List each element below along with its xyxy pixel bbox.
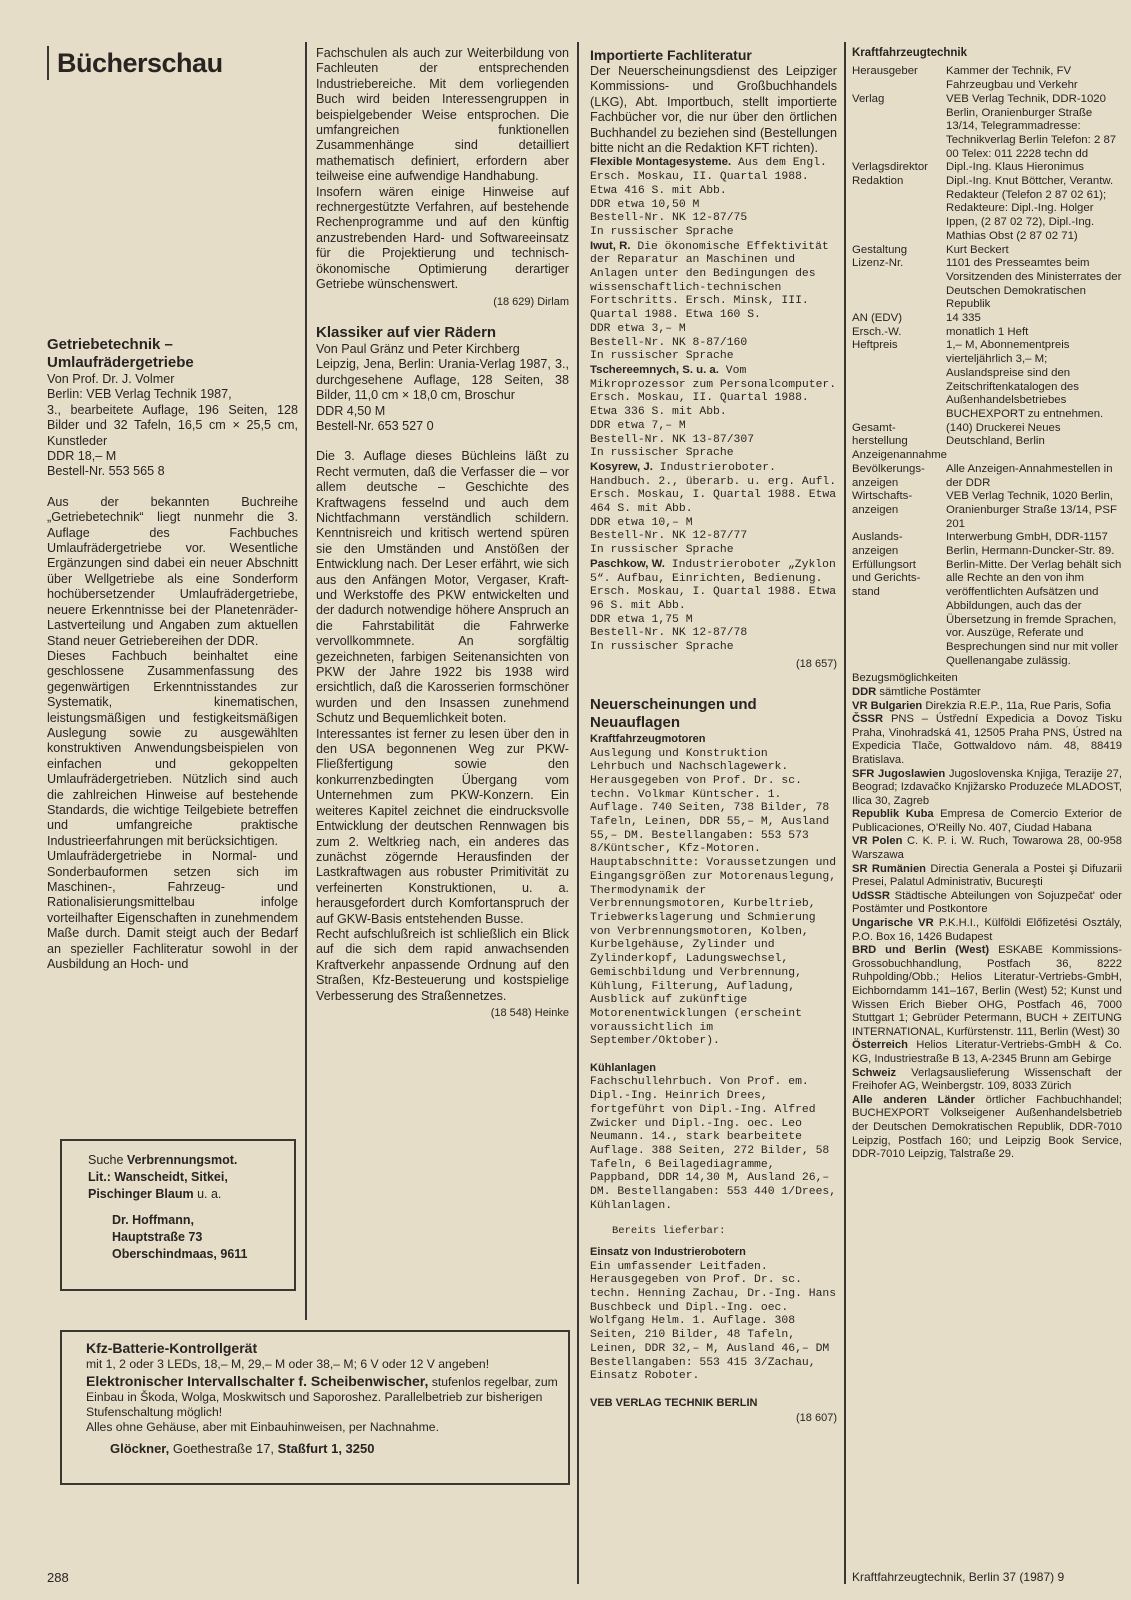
pub-subtitle: Kühlanlagen — [590, 1062, 657, 1075]
review-body: Aus der bekannten Buchreihe „Getriebetechnik“ liegt nunmehr die 3. Auflage des Fachbuches Umlaufrädergetriebe vor. Wesentliche Ergänzungen sind dabei ein neuer Abschnitt über Wellgetriebe als eine Sonderform hochübersetzender Umlaufrädergetriebe, neuere Erkenntnisse bei der Planetenräder-Lastverteilung und Angaben zum aktuellen Stand neuer Getriebereihen der DDR. — [47, 494, 298, 648]
review-reference: (18 629) Dirlam — [493, 295, 569, 308]
imprint-table — [852, 65, 1122, 668]
ad-product-title: Elektronischer Intervallschalter f. Scheibenwischer, — [86, 1373, 429, 1389]
imprint-row — [852, 244, 1122, 258]
distribution-address: P.K.H.I., Külföldi Előfizetési Osztály, P.O. Box 16, 1426 Budapest — [852, 917, 1122, 943]
distribution-address: Verlagsauslieferung Wissenschaft der Freihofer AG, Weinbergstr. 109, 8033 Zürich — [852, 1066, 1122, 1093]
distribution-entry — [852, 700, 1122, 714]
distribution-country: Republik Kuba — [852, 808, 934, 821]
imprint-value: Berlin-Mitte. Der Verlag behält sich alle Rechte an den von ihm veröffentlichten Aufsätzen und Abbildungen, auch das der Übersetzung in fremde Sprachen, vor. Auszüge, Referate und Besprechungen sind nur mit voller Quellenangabe zulässig. — [946, 558, 1122, 667]
section-reference: (18 607) — [796, 1412, 837, 1425]
ad-product-title: Kfz-Batterie-Kontrollgerät — [86, 1340, 258, 1356]
import-list — [590, 156, 837, 654]
imprint-row — [852, 312, 1122, 326]
review-details: 3., bearbeitete Auflage, 196 Seiten, 128 Bilder und 32 Tafeln, 16,5 cm × 25,5 cm, Kunstleder — [47, 402, 298, 448]
ad-text: Suche — [88, 1153, 127, 1167]
distribution-country: UdSSR — [852, 889, 890, 902]
import-item-title: Paschkow, W. — [590, 557, 665, 570]
column-1 — [47, 46, 298, 972]
distribution-country: ČSSR — [852, 713, 884, 726]
column-3 — [590, 46, 837, 1427]
distribution-entry — [852, 890, 1122, 917]
imprint-value: VEB Verlag Technik, 1020 Berlin, Oranienburger Straße 13/14, PSF 201 — [946, 490, 1117, 530]
distribution-entry — [852, 863, 1122, 890]
review-price: DDR 4,50 M — [316, 403, 386, 418]
distribution-entry — [852, 1094, 1122, 1162]
distribution-country: DDR — [852, 685, 877, 698]
ad-text: u. a. — [193, 1187, 222, 1201]
imprint-row — [852, 161, 1122, 175]
review-author: Von Prof. Dr. J. Volmer — [47, 372, 175, 386]
import-item — [590, 156, 837, 239]
imprint-value: monatlich 1 Heft — [946, 325, 1029, 338]
imprint-key: Verlagsdirektor — [852, 161, 928, 174]
imprint-key: Bevölkerungs- anzeigen — [852, 462, 925, 489]
review-body: Fachschulen als auch zur Weiterbildung von Fachleuten der entsprechenden Industriebereiche. Mit dem vorliegenden Buch wird beiden Interessengruppen in beispielgebender Weise entsprochen. Die umfangreichen funktionellen Zusammenhänge sind detailliert mathematisch definiert, erfordern aber teilweise eine aufwendige Handhabung. — [316, 46, 569, 184]
distribution-entry — [852, 1067, 1122, 1094]
distribution-country: VR Polen — [852, 835, 903, 848]
imprint-row — [852, 422, 1122, 449]
imprint-key: Gesamt- herstellung — [852, 421, 908, 448]
review-klassiker — [316, 324, 569, 1021]
ad-text: Staßfurt 1, 3250 — [277, 1441, 375, 1456]
column-rule — [305, 42, 307, 1320]
distribution-entry — [852, 713, 1122, 767]
distribution-address: Empresa de Comercio Exterior de Publicaciones, O'Reilly No. 407, Ciudad Habana — [852, 808, 1122, 834]
classified-ad-search — [60, 1139, 296, 1291]
review-author: Von Paul Gränz und Peter Kirchberg — [316, 341, 520, 356]
ad-product-desc: Alles ohne Gehäuse, aber mit Einbauhinweisen, per Nachnahme. — [86, 1420, 439, 1434]
pub-text: Fachschullehrbuch. Von Prof. em. Dipl.-Ing. Heinrich Drees, fortgeführt von Dipl.-Ing. Alfred Zwicker und Dipl.-Ing. oec. Leo Neumann. 14., stark bearbeitete Auflage. 388 Seiten, 272 Bilder, 58 Tafeln, 6 Beilagediagramme, Pappband, DDR 14,30 M, Ausland 26,– DM. Bestellangaben: 553 440 1/Drees, Kühlanlagen. — [590, 1076, 837, 1212]
new-publications — [590, 696, 837, 1427]
distribution-country: BRD und Berlin (West) — [852, 944, 990, 957]
distribution-address: Direkzia R.E.P., 11a, Rue Paris, Sofia — [925, 699, 1111, 712]
section-title: Importierte Fachliteratur — [590, 47, 752, 63]
distribution — [852, 672, 1122, 1161]
ad-product — [86, 1374, 558, 1420]
import-item-text: Industrieroboter. Handbuch. 2., überarb. u. erg. Aufl. Ersch. Moskau, I. Quartal 1988. Etwa 464 S. mit Abb. DDR etwa 10,– M Bestell-Nr. NK 12-87/77 In russischer Sprache — [590, 461, 837, 557]
review-order-number: Bestell-Nr. 553 565 8 — [47, 464, 165, 479]
distribution-country: Schweiz — [852, 1066, 897, 1079]
imprint-value: Alle Anzeigen-Annahmestellen in der DDR — [946, 462, 1113, 489]
imprint-value: 1101 des Presseamtes beim Vorsitzenden des Ministerrates der Deutschen Demokratischen Republik — [946, 257, 1122, 311]
distribution-entry — [852, 768, 1122, 809]
import-item-text: Vom Mikroprozessor zum Personalcomputer. Ersch. Moskau, II. Quartal 1988. Etwa 336 S. mit Abb. DDR etwa 7,– M Bestell-Nr. NK 13-87/307 In russischer Sprache — [590, 364, 837, 460]
distribution-country: Österreich — [852, 1039, 908, 1052]
import-item-title: Kosyrew, J. — [590, 460, 653, 473]
distribution-entry — [852, 917, 1122, 944]
imprint-value: Kurt Beckert — [946, 243, 1009, 256]
ad-product-desc: stufenlos regelbar, zum Einbau in Škoda, Wolga, Moskwitsch und Saporoshez. Parallelbetrieb zur bisherigen Stufenschaltung möglich! — [86, 1375, 558, 1419]
imprint-key: Ersch.-W. — [852, 325, 902, 338]
imprint-row — [852, 449, 1122, 463]
review-body: Insofern wären einige Hinweise auf rechnergestützte Verfahren, auf bestehende Rechenprogramme und auf den künftig anzustrebenden Hard- und Softwareeinsatz für die Projektierung und technisch-ökonomische Optimierung derartiger Getriebe wünschenswert. — [316, 184, 569, 292]
imprint-value: Dipl.-Ing. Klaus Hieronimus — [946, 161, 1085, 174]
review-title: Getriebetechnik – Umlaufrädergetriebe — [47, 336, 194, 371]
import-item-text: Die ökonomische Effektivität der Reparatur an Maschinen und Anlagen unter den Bedingungen des wissenschaftlich-technischen Fortschritts. Ersch. Minsk, III. Quartal 1988. Etwa 160 S. DDR etwa 3,– M Bestell-Nr. NK 8-87/160 In russischer Sprache — [590, 240, 829, 363]
ad-contact — [110, 1441, 558, 1456]
imprint-key: Anzeigenannahme — [852, 449, 947, 462]
imprint-value: VEB Verlag Technik, DDR-1020 Berlin, Oranienburger Straße 13/14, Telegrammadresse: Technikverlag Berlin Telefon: 2 87 00 Telex: 011 2228 techn dd — [946, 92, 1117, 160]
publisher-name: VEB VERLAG TECHNIK BERLIN — [590, 1396, 758, 1409]
import-item — [590, 364, 837, 461]
import-item — [590, 558, 837, 655]
import-item — [590, 461, 837, 558]
classified-ad-electronics — [60, 1330, 570, 1485]
distribution-address: sämtliche Postämter — [879, 685, 981, 698]
imprint-row — [852, 175, 1122, 244]
imprint-value: Kammer der Technik, FV Fahrzeugbau und Verkehr — [946, 65, 1078, 92]
distribution-address: örtlicher Fachbuchhandel; BUCHEXPORT Volkseigener Außenhandelsbetrieb der Deutschen Demokratischen Republik, DDR-7010 Leipzig, Postfach 160; und Leipzig Book Service, DDR-7010 Leipzig, Talstraße 29. — [852, 1093, 1123, 1161]
imprint-row — [852, 65, 1122, 92]
ad-text: Glöckner, — [110, 1441, 170, 1456]
distribution-country: SFR Jugoslawien — [852, 767, 946, 780]
import-item-title: Flexible Montagesysteme. — [590, 156, 732, 169]
import-item-text: Industrieroboter „Zyklon 5“. Aufbau, Einrichten, Bedienung. Ersch. Moskau, I. Quartal 1988. Etwa 96 S. mit Abb. DDR etwa 1,75 M Bestell-Nr. NK 12-87/78 In russischer Sprache — [590, 558, 837, 654]
imprint-key: Gestaltung — [852, 243, 908, 256]
import-item-title: Iwut, R. — [590, 239, 631, 252]
distribution-address: ESKABE Kommissions-Grossobuchhandlung, Postfach 36, 8222 Ruhpolding/Obb.; Helios Literatur-Vertriebs-GmbH, Eichborndamm 141–167, Berlin (West) 52; Kunst und Wissen Erich Bieber OHG, Postfach 46, 7000 Stuttgart 1; Gebrüder Petermann, BUCH + ZEITUNG INTERNATIONAL, Kurfürstenstr. 111, Berlin (West) 30 — [852, 944, 1123, 1038]
imprint-value: Interwerbung GmbH, DDR-1157 Berlin, Hermann-Duncker-Str. 89. — [946, 531, 1115, 558]
distribution-country: VR Bulgarien — [852, 699, 923, 712]
section-intro: Der Neuerscheinungsdienst des Leipziger Kommissions- und Großbuchhandels (LKG), Abt. Importbuch, stellt importierte Fachbücher vor, die nur über den örtlichen Buchhandel zu beziehen sind (Bestellungen bitte nicht an die Redaktion KFT richten). — [590, 64, 837, 156]
section-title: Neuerscheinungen und Neuauflagen — [590, 696, 757, 732]
ad-text: Pischinger Blaum — [88, 1187, 194, 1201]
ad-contact: Dr. Hoffmann, — [112, 1213, 194, 1227]
distribution-country: Alle anderen Länder — [852, 1093, 975, 1106]
column-2 — [316, 46, 569, 1021]
imprint-title: Kraftfahrzeugtechnik — [852, 47, 968, 59]
distribution-country: SR Rumänien — [852, 862, 926, 875]
import-item — [590, 240, 837, 364]
distribution-country: Ungarische VR — [852, 917, 934, 930]
column-rule — [844, 42, 846, 1584]
distribution-entry — [852, 686, 1122, 700]
review-body: Dieses Fachbuch beinhaltet eine geschlossene Zusammenfassung des gegenwärtigen Erkenntnisstandes zur Systematik, kinematischen, leistungsmäßigen und festigkeitsmäßigen Auslegung sowie zu ausgewählten konstruktiven Anwendungsbeispielen von einfachen und gekoppelten Umlaufrädergetrieben. Nützlich sind auch die zahlreichen Hinweise auf bestehende Standards, die wichtige Teilgebiete betreffen und umfangreiche praktische Industrieerfahrungen mit berücksichtigen. — [47, 648, 298, 848]
imprint-row — [852, 463, 1122, 490]
section-reference: (18 657) — [796, 657, 837, 670]
imprint-row — [852, 559, 1122, 669]
review-getriebetechnik — [47, 336, 298, 972]
ad-contact: Hauptstraße 73 — [112, 1230, 203, 1244]
imprint-key: Redaktion — [852, 175, 904, 188]
imprint-key: Erfüllungsort und Gerichts- stand — [852, 558, 921, 599]
ad-line — [88, 1152, 294, 1169]
imprint-value: (140) Druckerei Neues Deutschland, Berlin — [946, 421, 1061, 448]
page-number: 288 — [47, 1570, 69, 1585]
review-body: Die 3. Auflage dieses Büchleins läßt zu Recht vermuten, daß die Verfasser die – vor allem deutsche – Geschichte des Kraftwagens fesselnd und auch dem Nichtfachmann verständlich schildern. Kenntnisreich und kritisch wertend spüren sie den Umständen und Anstößen der Entwicklung nach. Der Leser erfährt, wie sich aus den Anfängen Motor, Vergaser, Kraft- und Werkstoffe des PKW entwickelten und der dadurch notwendige höhere Anspruch an die Fahrstabilität die Fahrwerke vervollkommnete. An sorgfältig gezeichneten, farbigen Seitenansichten von PKW der Jahre 1922 bis 1938 wird ersichtlich, daß die Karosserien formschöner wurden und den Insassen zunehmend Schutz und Bequemlichkeit boten. — [316, 449, 569, 726]
review-publisher: Berlin: VEB Verlag Technik 1987, — [47, 387, 232, 402]
imprint-value: 14 335 — [946, 312, 981, 325]
imprint-key: Herausgeber — [852, 65, 918, 78]
ad-contact: Oberschindmaas, 9611 — [112, 1247, 248, 1261]
imprint-row — [852, 531, 1122, 558]
imprint-key: AN (EDV) — [852, 312, 902, 325]
imprint-key: Lizenz-Nr. — [852, 257, 904, 270]
imprint-value: 1,– M, Abonnementpreis vierteljährlich 3,– M; Auslandspreise sind den Zeitschriftenkatalogen des Außenhandelsbetriebes BUCHEXPORT zu entnehmen. — [946, 339, 1104, 420]
review-body: Umlaufrädergetriebe in Normal- und Sonderbauformen setzen sich im Maschinen-, Fahrzeug- und Rationalisierungsmittelbau infolge vorteilhafter Eigenschaften in zunehmendem Maße durch. Damit steigt auch der Bedarf an spezieller Fachliteratur sowohl in der Ausbildung an Hoch- und — [47, 849, 298, 972]
imprint-row — [852, 326, 1122, 340]
journal-reference: Kraftfahrzeugtechnik, Berlin 37 (1987) 9 — [852, 1570, 1065, 1584]
distribution-title: Bezugsmöglichkeiten — [852, 672, 958, 685]
ad-line: Lit.: Wanscheidt, Sitkei, — [88, 1170, 228, 1184]
review-body: Recht aufschlußreich ist schließlich ein Blick auf die sich dem rapid anwachsenden Kraftverkehr anpassende Ordnung auf den Straßen, Kfz-Besteuerung und kostspielige Verbesserung des Straßennetzes. — [316, 926, 569, 1003]
distribution-entry — [852, 1039, 1122, 1066]
distribution-address: C. K. P. i. W. Ruch, Towarowa 28, 00-958 Warszawa — [852, 835, 1123, 862]
imprint-key: Wirtschafts- anzeigen — [852, 490, 913, 516]
distribution-entry — [852, 944, 1122, 1039]
imprint-value: Dipl.-Ing. Knut Böttcher, Verantw. Redakteur (Telefon 2 87 02 61); Redakteure: Dipl.-Ing. Holger Ippen, (2 87 02 72), Dipl.-Ing. Mathias Obst (2 87 02 71) — [946, 175, 1114, 242]
pub-subtitle: Kraftfahrzeugmotoren — [590, 733, 706, 746]
ad-product-desc: mit 1, 2 oder 3 LEDs, 18,– M, 29,– M oder 38,– M; 6 V oder 12 V angeben! — [86, 1357, 490, 1371]
imprint-key: Verlag — [852, 92, 885, 105]
review-body: Interessantes ist ferner zu lesen über den in den USA begonnenen Weg zur PKW-Fließfertigung sowie den konkurrenzbedingten Übergang vom Unternehmen zum PKW-Konzern. Ein weiteres Kapitel zeichnet die eindrucksvolle Entwicklung der deutschen Rennwagen bis zum 2. Weltkrieg nach, ein anderes das zunächst zögernde Herausfinden der Lastkraftwagen aus robuster Primitivität zu verfeinerten Konstruktionen, u. a. herausgefordert durch Komfortanspruch der auf GKW-Basis entstehenden Busse. — [316, 726, 569, 926]
imprint-key: Auslands- anzeigen — [852, 531, 903, 558]
imprint-row — [852, 257, 1122, 312]
pub-subtitle: Einsatz von Industrierobotern — [590, 1246, 746, 1259]
review-title: Klassiker auf vier Rädern — [316, 323, 497, 341]
column-4-imprint — [852, 46, 1122, 1162]
masthead: Bücherschau — [47, 46, 298, 80]
distribution-address: Jugoslovenska Knjiga, Terazije 27, Beograd; Izdavačko Knjižarsko Produzeće MLADOST, Ilica 30, Zagreb — [852, 767, 1122, 807]
review-details: Leipzig, Jena, Berlin: Urania-Verlag 1987, 3., durchgesehene Auflage, 128 Seiten, 38 Bilder, 11,0 cm × 18,0 cm, Broschur — [316, 357, 569, 403]
distribution-address: Städtische Abteilungen von Sojuzpečat' oder Postämter und Postkontore — [852, 889, 1122, 916]
distribution-address: Directia Generala a Postei şi Difuzarii Presei, Palatul Administrativ, Bucureşti — [852, 862, 1122, 889]
review-order-number: Bestell-Nr. 653 527 0 — [316, 418, 434, 433]
distribution-entry — [852, 808, 1122, 835]
column-rule — [577, 42, 579, 1584]
pub-text: Ein umfassender Leitfaden. Herausgegeben von Prof. Dr. sc. techn. Henning Zachau, Dr.-Ing. Hans Buschbeck und Dipl.-Ing. oec. Wolfgang Helm. 1. Auflage. 308 Seiten, 210 Bilder, 48 Tafeln, Leinen, DDR 32,– M, Ausland 46,– DM Bestellangaben: 553 415 3/Zachau, Einsatz Roboter. — [590, 1260, 837, 1383]
ad-line — [88, 1186, 294, 1203]
ad-text: Verbrennungsmot. — [126, 1153, 238, 1167]
distribution-address: PNS – Ústřední Expedicia a Dovoz Tisku Praha, Vinohradská 41, 12505 Praha PNS, Ústred na Expedicia Tlače, Gottwaldovo nám. 48, 88419 Bratislava. — [852, 713, 1122, 766]
distribution-address: Helios Literatur-Vertriebs-GmbH & Co. KG, Industriestraße B 13, A-2345 Brunn am Gebirge — [852, 1039, 1123, 1065]
import-item-title: Tschereemnych, S. u. a. — [590, 363, 719, 376]
imprint-key: Heftpreis — [852, 339, 898, 352]
import-item-text: Aus dem Engl. Ersch. Moskau, II. Quartal 1988. Etwa 416 S. mit Abb. DDR etwa 10,50 M Bestell-Nr. NK 12-87/75 In russischer Sprache — [590, 157, 827, 238]
ad-text: Goethestraße 17, — [169, 1441, 278, 1456]
imprint-row — [852, 339, 1122, 421]
imprint-row — [852, 93, 1122, 162]
pub-text: Auslegung und Konstruktion Lehrbuch und Nachschlagewerk. Herausgegeben von Prof. Dr. sc. techn. Volkmar Küntscher. 1. Auflage. 740 Seiten, 738 Bilder, 78 Tafeln, Leinen, DDR 55,– M, Ausland 55,– DM. Bestellangaben: 553 573 8/Küntscher, Kfz-Motoren. Hauptabschnitte: Voraussetzungen und Eingangsgrößen zur Motorenauslegung, Thermodynamik der Verbrennungsmotoren, Kurbeltrieb, Triebwerkslagerung und Schmierung von Verbrennungsmotoren, Kolben, Kurbelgehäuse, Zylinder und Zylinderkopf, Ladungswechsel, Gemischbildung und Verbrennung, Kühlung, Filterung, Aufladung, Ausblick auf zukünftige Motorenentwicklungen (erscheint voraussichtlich im September/Oktober). — [590, 747, 837, 1048]
review-price: DDR 18,– M — [47, 449, 117, 464]
pub-availability: Bereits lieferbar: — [612, 1225, 726, 1238]
imprint-row — [852, 490, 1122, 531]
review-reference: (18 548) Heinke — [490, 1006, 569, 1019]
distribution-entry — [852, 835, 1122, 862]
